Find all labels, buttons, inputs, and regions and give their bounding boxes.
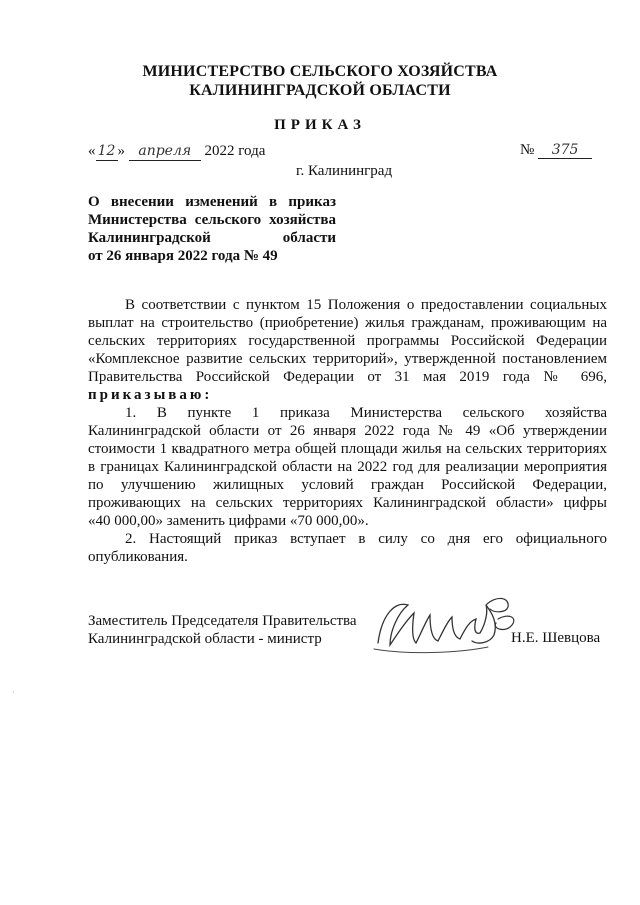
ministry-name-line2: КАЛИНИНГРАДСКОЙ ОБЛАСТИ	[189, 82, 451, 99]
order-number	[520, 142, 592, 159]
date-month-handwritten: апреля	[129, 142, 201, 161]
order-subject	[88, 193, 336, 265]
subject-line: О внесении изменений в приказ	[88, 194, 336, 210]
order-date	[88, 142, 265, 161]
subject-line: от 26 января 2022 года № 49	[88, 248, 278, 264]
signatory-position-line1: Заместитель Председателя Правительства	[88, 613, 357, 629]
subject-line: Министерства сельского хозяйства	[88, 212, 336, 228]
item2-line: 2. Настоящий приказ вступает в силу со дня его официального	[125, 531, 607, 547]
date-day-handwritten: 12	[96, 142, 118, 161]
order-body	[88, 296, 607, 566]
date-open-quote: «	[88, 143, 96, 159]
item1-line: «40 000,00» заменить цифрами «70 000,00».	[88, 513, 369, 529]
body-line: Правительства Российской Федерации от 31 мая 2019 года № 696,	[88, 369, 607, 385]
city: г. Калининград	[296, 163, 393, 179]
date-close-quote: »	[117, 143, 125, 159]
body-line: выплат на строительство (приобретение) жилья гражданам, проживающим на	[88, 315, 607, 331]
item1-line: проживающих на сельских территориях Калининградской области» цифры	[88, 495, 607, 511]
item1-line: 1. В пункте 1 приказа Министерства сельского хозяйства	[125, 405, 607, 421]
signatory-position-line2: Калининградской области - министр	[88, 631, 322, 647]
body-line: сельских территориях государственной программы Российской Федерации	[88, 333, 607, 349]
item1-line: Калининградской области от 26 января 2022 года № 49 «Об утверждении	[88, 423, 607, 439]
date-year: 2022 года	[204, 143, 266, 159]
signatory-position	[88, 612, 357, 648]
number-value-handwritten: 375	[538, 142, 592, 159]
body-line: В соответствии с пунктом 15 Положения о предоставлении социальных	[125, 297, 607, 313]
item1-line: стоимости 1 квадратного метра общей площади жилья на сельских территориях	[88, 441, 607, 457]
prikazyvayu	[88, 386, 607, 404]
item2-line: опубликования.	[88, 549, 188, 565]
subject-line: Калининградской области	[88, 230, 336, 246]
signatory-name: Н.Е. Шевцова	[511, 630, 601, 646]
item1-line: в границах Калининградской области на 2022 год для реализации мероприятия	[88, 459, 607, 475]
item1-line: по улучшению жилищных условий граждан Российской Федерации,	[88, 477, 607, 493]
order-title: ПРИКАЗ	[274, 117, 366, 133]
handwritten-signature	[368, 583, 528, 663]
number-sign: №	[520, 142, 535, 158]
ministry-name-line1: МИНИСТЕРСТВО СЕЛЬСКОГО ХОЗЯЙСТВА	[142, 63, 498, 80]
body-line: «Комплексное развитие сельских территорий», утвержденной постановлением	[88, 351, 607, 367]
prikazyvayu-text: приказываю:	[88, 387, 213, 403]
scan-speck: ·	[12, 688, 15, 697]
